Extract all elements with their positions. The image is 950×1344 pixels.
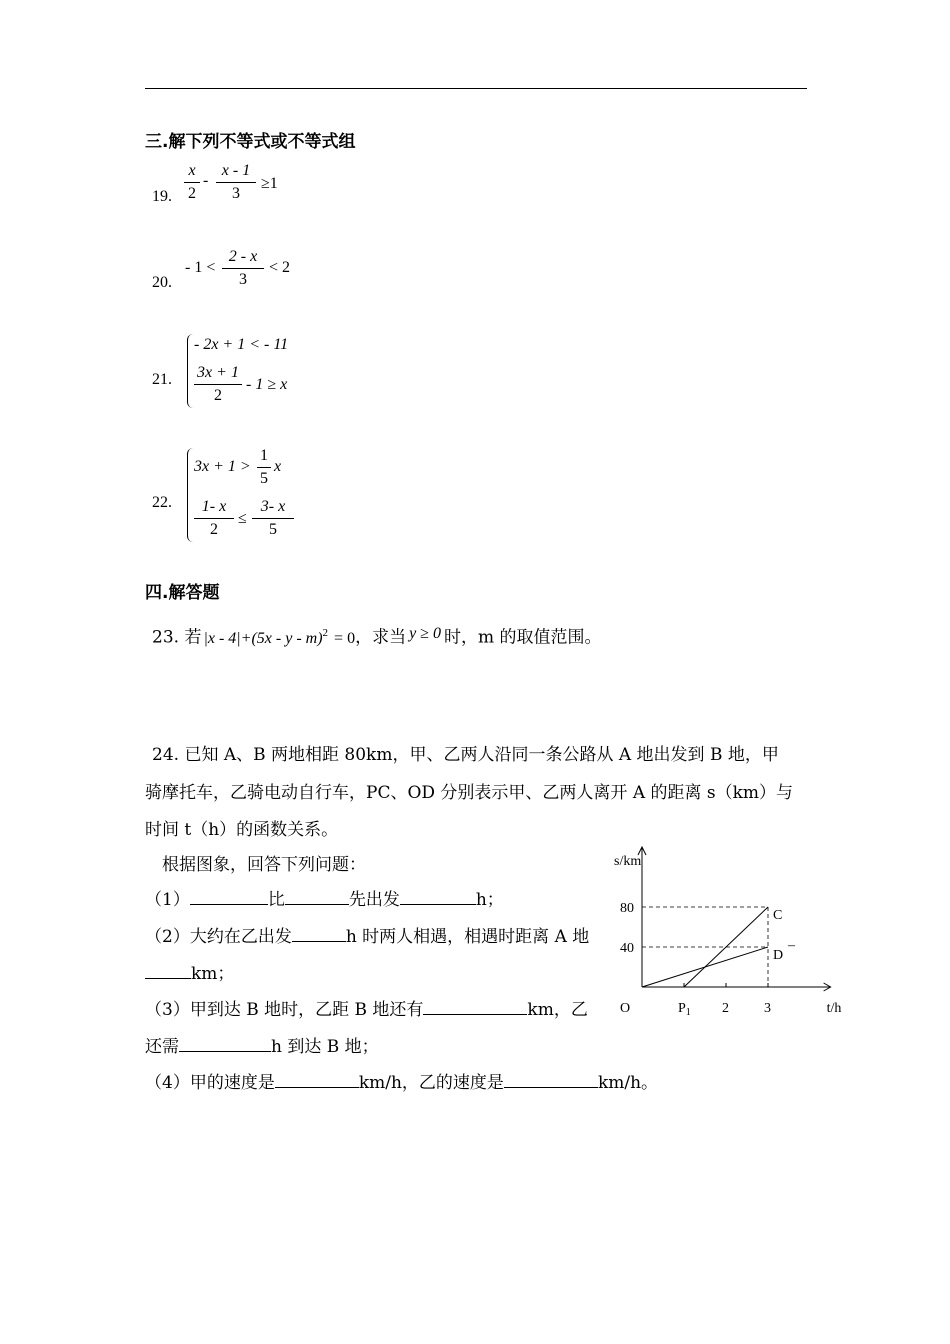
q24-part3-cont: 还需 h 到达 B 地； xyxy=(145,1037,379,1057)
q23-mid: ，求当 xyxy=(355,627,407,648)
answer-blank[interactable] xyxy=(275,1087,359,1088)
q22-le: ≤ xyxy=(238,510,247,527)
q23-number: 23. 若 xyxy=(152,627,202,648)
answer-blank[interactable] xyxy=(285,904,349,905)
q21-brace xyxy=(187,334,193,408)
q22-fraction-2: 1- x 2 xyxy=(194,498,234,539)
q23-condition: y ≥ 0 xyxy=(409,624,441,642)
distance-time-chart xyxy=(600,818,845,1023)
q19-number: 19. xyxy=(152,188,172,205)
q19-minus: - xyxy=(203,172,209,189)
section4-title: 四.解答题 xyxy=(145,583,220,603)
q24-line4: 根据图象，回答下列问题： xyxy=(162,855,366,875)
y-tick-label: 80 xyxy=(620,901,634,916)
q21-line2-rest: - 1 ≥ x xyxy=(246,376,288,393)
y-tick-label: 40 xyxy=(620,941,634,956)
series-line-od xyxy=(642,947,768,987)
q24-part4: （4）甲的速度是 km/h，乙的速度是 km/h。 xyxy=(145,1073,659,1093)
section3-title: 三.解下列不等式或不等式组 xyxy=(145,132,356,152)
origin-label: O xyxy=(620,1001,631,1016)
q20-number: 20. xyxy=(152,274,172,291)
q24-part1: （1） 比 先出发 h； xyxy=(145,890,504,910)
answer-blank[interactable] xyxy=(423,1014,527,1015)
q19-fraction-1: x 2 xyxy=(184,162,200,203)
q22-fraction-1: 1 5 xyxy=(257,447,271,488)
answer-blank[interactable] xyxy=(292,941,346,942)
q20-lhs: - 1 < xyxy=(185,259,216,276)
answer-blank[interactable] xyxy=(400,904,476,905)
q23-exponent: 2 xyxy=(322,627,329,639)
x-tick-label: 3 xyxy=(764,1001,771,1016)
point-label: C xyxy=(773,908,783,923)
q22-line1-x: x xyxy=(274,458,282,475)
answer-blank[interactable] xyxy=(190,904,268,905)
q20-rhs: < 2 xyxy=(269,259,291,276)
x-axis-label: t/h xyxy=(826,1001,842,1016)
q22-line1-lhs: 3x + 1 > xyxy=(194,458,251,475)
x-tick-label: $P_1$ xyxy=(678,1001,691,1018)
q23-line xyxy=(152,623,602,649)
x-tick-label: 2 xyxy=(722,1001,729,1016)
dash-mark: – xyxy=(788,938,795,953)
q22-number: 22. xyxy=(152,494,172,511)
answer-blank[interactable] xyxy=(145,978,191,979)
q22-fraction-3: 3- x 5 xyxy=(252,498,294,539)
q24-part3: （3）甲到达 B 地时，乙距 B 地还有 km，乙 xyxy=(145,1000,588,1020)
q22-brace xyxy=(187,448,193,542)
q21-line1: - 2x + 1 < - 11 xyxy=(194,336,289,353)
q23-expression: |x - 4|+(5x - y - m) xyxy=(203,629,323,647)
q21-number: 21. xyxy=(152,371,172,388)
q24-part2: （2）大约在乙出发 h 时两人相遇，相遇时距离 A 地 xyxy=(145,927,590,947)
q20-fraction: 2 - x 3 xyxy=(222,248,264,289)
point-label: D xyxy=(773,948,784,963)
top-rule xyxy=(145,88,807,89)
q23-equals: = 0 xyxy=(334,629,356,647)
q24-line2: 骑摩托车，乙骑电动自行车，PC、OD 分别表示甲、乙两人离开 A 的距离 s（km）与 xyxy=(145,783,794,803)
q19-fraction-2: x - 1 3 xyxy=(216,162,256,203)
q24-part2-cont: km； xyxy=(145,964,234,984)
answer-blank[interactable] xyxy=(179,1051,271,1052)
q21-fraction: 3x + 1 2 xyxy=(194,364,242,405)
q23-tail: 时，m 的取值范围。 xyxy=(443,627,602,648)
q24-line3: 时间 t（h）的函数关系。 xyxy=(145,820,339,840)
y-axis-label: s/km xyxy=(614,854,642,869)
answer-blank[interactable] xyxy=(504,1087,598,1088)
q24-line1: 24. 已知 A、B 两地相距 80km，甲、乙两人沿同一条公路从 A 地出发到 B 地，甲 xyxy=(152,745,779,765)
q19-rhs: ≥1 xyxy=(261,175,278,192)
